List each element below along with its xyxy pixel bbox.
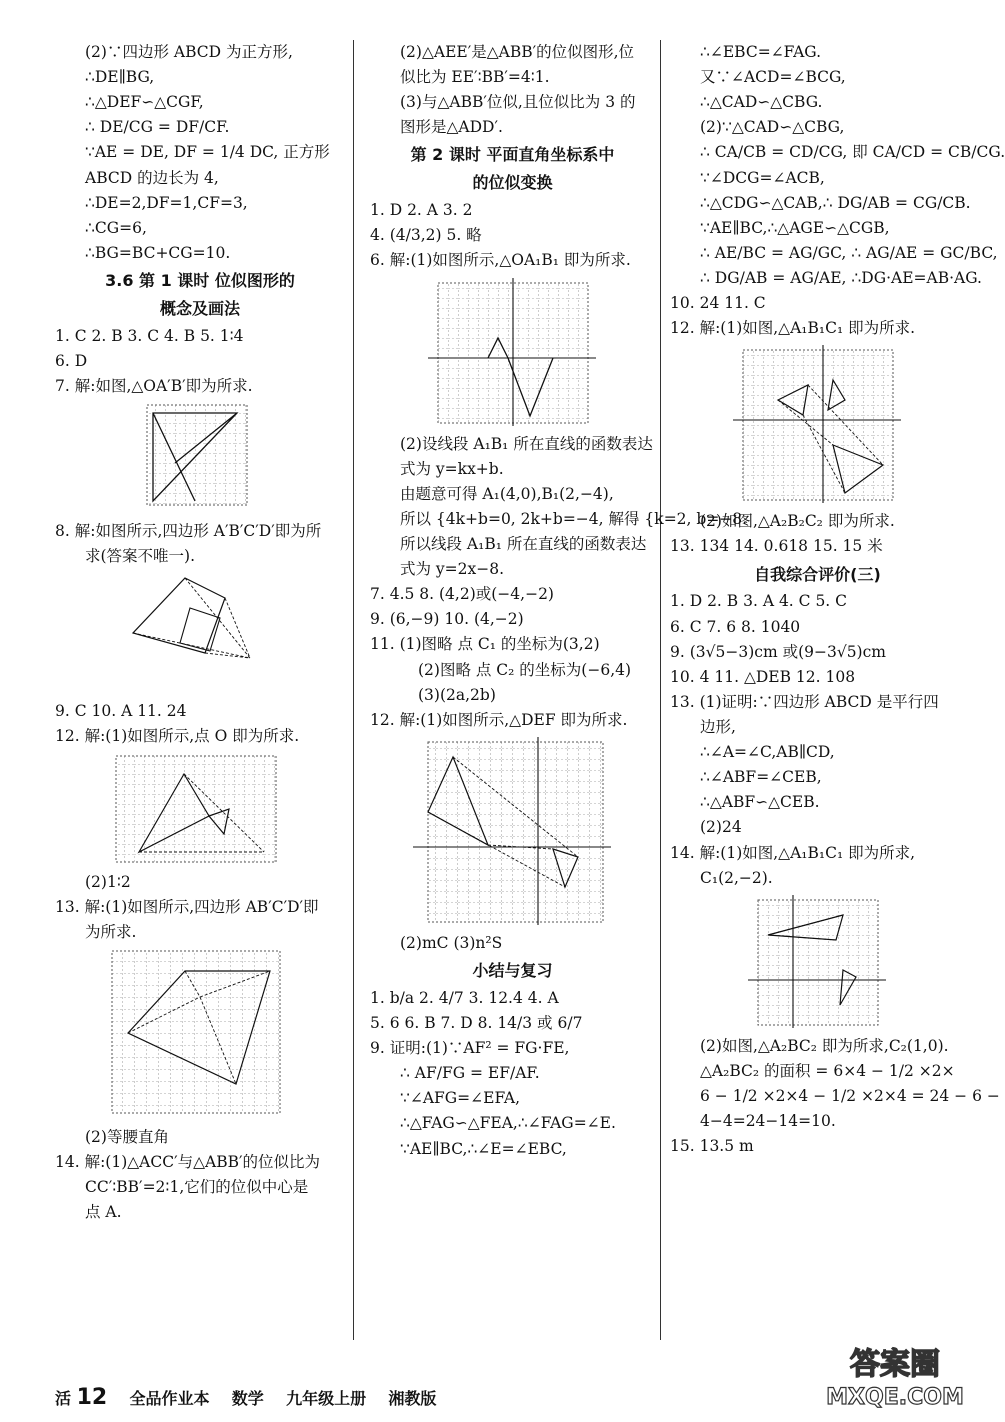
text-line: (2)如图,△A₂B₂C₂ 即为所求. bbox=[700, 512, 895, 531]
grid-figure bbox=[145, 403, 255, 515]
text-line: (3)(2a,2b) bbox=[418, 685, 496, 704]
grid-figure bbox=[110, 949, 290, 1121]
text-line: 又∵∠ACD=∠BCG, bbox=[700, 68, 846, 87]
text-line: (2)△AEE′是△ABB′的位似图形,位 bbox=[400, 43, 635, 61]
watermark-line2: MXQE.COM bbox=[826, 1385, 964, 1410]
text-line: ∵AE∥BC,∴∠E=∠EBC, bbox=[400, 1139, 567, 1158]
text-line: 12. 解:(1)如图,△A₁B₁C₁ 即为所求. bbox=[670, 319, 916, 338]
text-line: 5. 6 6. B 7. D 8. 14/3 或 6/7 bbox=[370, 1014, 583, 1033]
grid-figure bbox=[114, 754, 286, 866]
text-line: 13. 134 14. 0.618 15. 15 米 bbox=[670, 537, 883, 556]
text-line: ∴ AF/FG = EF/AF. bbox=[400, 1064, 540, 1083]
section-heading: 概念及画法 bbox=[159, 298, 240, 318]
text-line: 式为 y=kx+b. bbox=[400, 459, 504, 478]
text-line: ∴∠EBC=∠FAG. bbox=[700, 43, 822, 61]
text-line: (2)设线段 A₁B₁ 所在直线的函数表达 bbox=[400, 434, 653, 453]
text-line: 1. D 2. A 3. 2 bbox=[370, 201, 473, 220]
text-line: (2)如图,△A₂BC₂ 即为所求,C₂(1,0). bbox=[700, 1036, 949, 1055]
coordinate-grid-figure bbox=[413, 737, 613, 927]
column-1 bbox=[55, 40, 345, 1225]
text-line: 式为 y=2x−8. bbox=[400, 560, 505, 579]
text-line: 12. 解:(1)如图所示,△DEF 即为所求. bbox=[370, 710, 628, 729]
column-divider bbox=[353, 40, 354, 1340]
text-line: 所以 {4k+b=0, 2k+b=−4, 解得 {k=2, b=−8. bbox=[400, 509, 748, 528]
text-line: 边形, bbox=[700, 717, 736, 736]
text-line: 6. 解:(1)如图所示,△OA₁B₁ 即为所求. bbox=[370, 251, 631, 270]
text-line: 11. (1)图略 点 C₁ 的坐标为(3,2) bbox=[370, 635, 600, 654]
text-line: 9. C 10. A 11. 24 bbox=[55, 702, 187, 721]
text-line: 由题意可得 A₁(4,0),B₁(2,−4), bbox=[400, 484, 614, 503]
edition: 湘教版 bbox=[388, 1389, 437, 1408]
watermark-logo bbox=[820, 1342, 970, 1416]
text-line: CC′∶BB′=2∶1,它们的位似中心是 bbox=[85, 1178, 309, 1197]
text-line: 14. 解:(1)△ACC′与△ABB′的位似比为 bbox=[55, 1153, 321, 1171]
text-line: 似比为 EE′∶BB′=4∶1. bbox=[400, 68, 550, 87]
text-line: ABCD 的边长为 4, bbox=[85, 168, 219, 187]
section-heading: 3.6 第 1 课时 位似图形的 bbox=[105, 270, 295, 290]
text-line: (2)图略 点 C₂ 的坐标为(−6,4) bbox=[418, 660, 632, 679]
text-line: ∵∠DCG=∠ACB, bbox=[700, 168, 825, 187]
text-line: 10. 24 11. C bbox=[670, 294, 766, 313]
text-line: 8. 解:如图所示,四边形 A′B′C′D′即为所 bbox=[55, 522, 322, 541]
footer-prefix: 活 bbox=[55, 1389, 72, 1408]
text-line: (2)1∶2 bbox=[85, 872, 131, 891]
text-line: 1. b/a 2. 4/7 3. 12.4 4. A bbox=[370, 988, 559, 1007]
text-line: ∴△FAG∽△FEA,∴∠FAG=∠E. bbox=[400, 1114, 616, 1133]
text-line: 7. 解:如图,△OA′B′即为所求. bbox=[55, 377, 253, 396]
coordinate-grid-figure bbox=[733, 345, 903, 505]
book-title: 全品作业本 bbox=[129, 1389, 210, 1408]
text-line: (2)等腰直角 bbox=[85, 1127, 169, 1146]
text-line: 6. C 7. 6 8. 1040 bbox=[670, 617, 801, 636]
text-line: ∴DE∥BG, bbox=[85, 68, 155, 87]
text-line: ∴ AE/BC = AG/GC, ∴ AG/AE = GC/BC, bbox=[700, 243, 998, 262]
text-line: ∴∠ABF=∠CEB, bbox=[700, 768, 822, 787]
subject: 数学 bbox=[231, 1389, 264, 1408]
text-line: ∴△ABF∽△CEB. bbox=[700, 793, 820, 812]
section-heading: 的位似变换 bbox=[472, 173, 553, 193]
text-line: 10. 4 11. △DEB 12. 108 bbox=[670, 667, 856, 686]
text-line: 所以线段 A₁B₁ 所在直线的函数表达 bbox=[400, 535, 647, 554]
text-line: 9. (3√5−3)cm 或(9−3√5)cm bbox=[670, 642, 886, 661]
text-line: ∴△CDG∽△CAB,∴ DG/AB = CG/CB. bbox=[700, 193, 971, 212]
text-line: 4−4=24−14=10. bbox=[700, 1112, 836, 1131]
text-line: 为所求. bbox=[85, 922, 137, 941]
grade: 九年级上册 bbox=[286, 1389, 367, 1408]
text-line: ∴ CA/CB = CD/CG, 即 CA/CD = CB/CG. bbox=[700, 143, 1005, 162]
text-line: C₁(2,−2). bbox=[700, 868, 773, 887]
coordinate-grid-figure bbox=[748, 895, 888, 1030]
text-line: ∴△CAD∽△CBG. bbox=[700, 93, 823, 112]
section-heading: 自我综合评价(三) bbox=[754, 564, 881, 584]
text-line: ∴BG=BC+CG=10. bbox=[85, 243, 231, 262]
text-line: ∵AE∥BC,∴△AGE∽△CGB, bbox=[700, 218, 890, 237]
text-line: 15. 13.5 m bbox=[670, 1137, 754, 1156]
text-line: (2)24 bbox=[700, 818, 742, 837]
text-line: ∴DE=2,DF=1,CF=3, bbox=[85, 193, 248, 212]
coordinate-grid-figure bbox=[428, 278, 598, 428]
text-line: (2)∵△CAD∽△CBG, bbox=[700, 118, 845, 137]
text-line: 7. 4.5 8. (4,2)或(−4,−2) bbox=[370, 585, 554, 604]
text-line: 13. 解:(1)如图所示,四边形 AB′C′D′即 bbox=[55, 897, 319, 916]
column-3 bbox=[670, 40, 1005, 1159]
section-heading: 第 2 课时 平面直角坐标系中 bbox=[410, 145, 615, 165]
text-line: ∴△DEF∽△CGF, bbox=[85, 93, 204, 112]
text-line: (3)与△ABB′位似,且位似比为 3 的 bbox=[400, 93, 636, 112]
text-line: 点 A. bbox=[85, 1203, 122, 1222]
text-line: 图形是△ADD′. bbox=[400, 118, 503, 137]
text-line: 4. (4/3,2) 5. 略 bbox=[370, 226, 482, 245]
text-line: (2)mC (3)n²S bbox=[400, 933, 503, 952]
text-line: ∵AE = DE, DF = 1/4 DC, 正方形 bbox=[85, 143, 330, 162]
watermark-line1: 答案圈 bbox=[850, 1347, 940, 1382]
text-line: 6. D bbox=[55, 351, 88, 370]
text-line: 1. D 2. B 3. A 4. C 5. C bbox=[670, 592, 848, 611]
text-line: 9. 证明:(1)∵AF² = FG·FE, bbox=[370, 1039, 570, 1058]
text-line: ∴ DG/AB = AG/AE, ∴DG·AE=AB·AG. bbox=[700, 268, 982, 287]
text-line: 14. 解:(1)如图,△A₁B₁C₁ 即为所求, bbox=[670, 843, 916, 862]
text-line: ∴CG=6, bbox=[85, 218, 147, 237]
text-line: ∵∠AFG=∠EFA, bbox=[400, 1089, 520, 1108]
text-line: 1. C 2. B 3. C 4. B 5. 1∶4 bbox=[55, 326, 244, 345]
text-line: ∴∠A=∠C,AB∥CD, bbox=[700, 743, 835, 762]
text-line: 13. (1)证明:∵四边形 ABCD 是平行四 bbox=[670, 692, 939, 711]
figure-quadrilateral bbox=[125, 573, 275, 695]
text-line: 9. (6,−9) 10. (4,−2) bbox=[370, 610, 524, 629]
text-line: 6 − 1/2 ×2×4 − 1/2 ×2×4 = 24 − 6 − bbox=[700, 1086, 1000, 1105]
page-number: 12 bbox=[76, 1385, 108, 1410]
text-line: 12. 解:(1)如图所示,点 O 即为所求. bbox=[55, 727, 300, 746]
text-line: (2)∵四边形 ABCD 为正方形, bbox=[85, 43, 293, 61]
section-heading: 小结与复习 bbox=[472, 961, 553, 980]
page-footer bbox=[55, 1385, 436, 1410]
text-line: ∴ DE/CG = DF/CF. bbox=[85, 118, 230, 137]
text-line: △A₂BC₂ 的面积 = 6×4 − 1/2 ×2× bbox=[700, 1061, 955, 1080]
text-line: 求(答案不唯一). bbox=[85, 547, 196, 566]
column-divider bbox=[660, 40, 661, 1340]
